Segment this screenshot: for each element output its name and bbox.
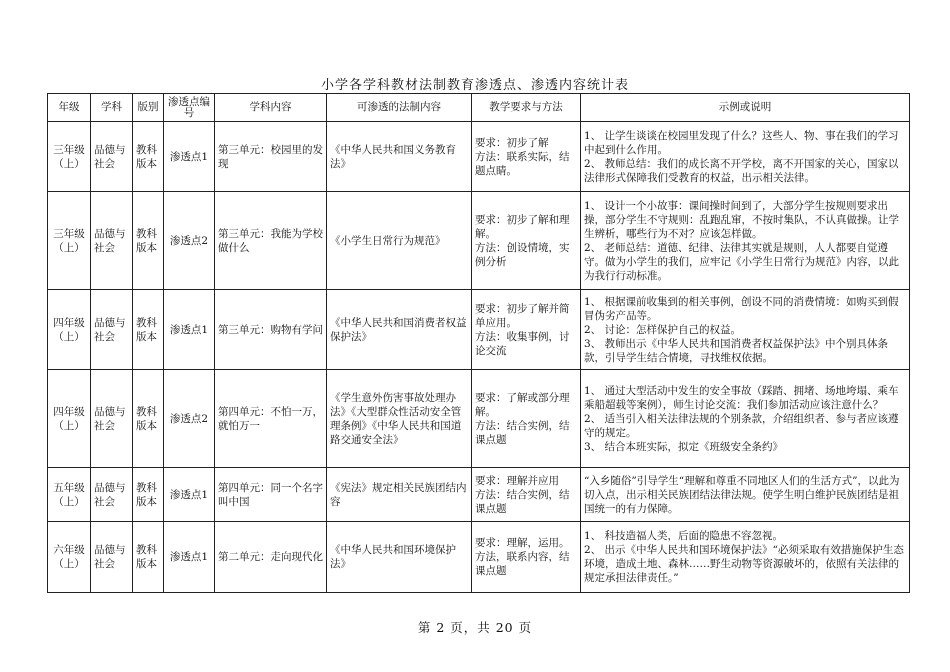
table-row <box>48 192 910 290</box>
point-cell: 渗透点1 <box>164 290 215 370</box>
example-line: 2、 教师总结：我们的成长离不开学校，离不开国家的关心，国家以法律形式保障我们受教育的权益，出示相关法律。 <box>584 157 899 184</box>
subject-cell: 品德与社会 <box>91 290 133 370</box>
page-footer: 第 2 页，共 20 页 <box>417 620 533 635</box>
point-cell: 渗透点1 <box>164 122 215 192</box>
example-line: 1、 根据课前收集到的相关事例，创设不同的消费情境：如购买到假冒伪劣产品等。 <box>584 295 899 322</box>
table-row <box>48 290 910 370</box>
header-row <box>48 94 910 122</box>
grade-cell: 三年级（上） <box>48 122 91 192</box>
example-line: 1、 让学生谈谈在校园里发现了什么？这些人、物、事在我们的学习中起到什么作用。 <box>584 129 899 156</box>
statistics-table <box>47 93 910 593</box>
grade-cell: 六年级（上） <box>48 522 91 593</box>
content-cell: 第四单元：同一个名字叫中国 <box>215 468 327 522</box>
method-cell: 要求：理解，运用。 方法，联系内容，结课点题 <box>472 522 581 593</box>
column-header-method: 教学要求与方法 <box>472 94 581 122</box>
edition-cell: 教科版本 <box>133 468 164 522</box>
example-line: 1、 科技造福人类，后面的隐患不容忽视。 <box>584 530 784 542</box>
column-header-subject: 学科 <box>91 94 133 122</box>
example-line: 1、 设计一个小故事：课间操时间到了，大部分学生按规则要求出操，部分学生不守规则：乱跑乱窜，不按时集队，不认真做操。让学生辨析，哪些行为不对？应该怎样做。 <box>584 199 899 240</box>
law-cell: 《学生意外伤害事故处理办法》《大型群众性活动安全管理条例》《中华人民共和国道路交通安全法》 <box>327 370 472 468</box>
table-body <box>48 122 910 593</box>
page-title: 小学各学科教材法制教育渗透点、渗透内容统计表 <box>320 78 629 93</box>
point-cell: 渗透点1 <box>164 522 215 593</box>
example-line: 2、 出示《中华人民共和国环境保护法》“必须采取有效措施保护生态环境，造成土地、森林……野生动物等资源破坏的，依照有关法律的规定承担法律责任。” <box>584 544 904 584</box>
edition-cell: 教科版本 <box>133 290 164 370</box>
table-row <box>48 468 910 522</box>
law-cell: 《中华人民共和国消费者权益保护法》 <box>327 290 472 370</box>
grade-cell: 四年级（上） <box>48 290 91 370</box>
grade-cell: 五年级（上） <box>48 468 91 522</box>
subject-cell: 品德与社会 <box>91 192 133 290</box>
column-header-law: 可渗透的法制内容 <box>327 94 472 122</box>
subject-cell: 品德与社会 <box>91 522 133 593</box>
example-cell <box>581 192 910 290</box>
table-row <box>48 122 910 192</box>
example-cell <box>581 468 910 522</box>
example-line: 1、 通过大型活动中发生的安全事故（踩踏、拥堵、场地垮塌、乘车乘船超载等案例），师生讨论交流：我们参加活动应该注意什么？ <box>584 384 899 411</box>
example-line: 2、 老师总结：道德、纪律、法律其实就是规则，人人都要自觉遵守。做为小学生的我们，应牢记《小学生日常行为规范》内容，以此为我行行动标准。 <box>584 241 899 282</box>
column-header-examples: 示例或说明 <box>581 94 910 122</box>
content-cell: 第三单元：我能为学校做什么 <box>215 192 327 290</box>
grade-cell: 四年级（上） <box>48 370 91 468</box>
edition-cell: 教科版本 <box>133 192 164 290</box>
example-cell <box>581 290 910 370</box>
edition-cell: 教科版本 <box>133 522 164 593</box>
method-cell: 要求：初步了解和理解。 方法：创设情境，实例分析 <box>472 192 581 290</box>
point-cell: 渗透点2 <box>164 370 215 468</box>
content-cell: 第四单元：不怕一万，就怕万一 <box>215 370 327 468</box>
subject-cell: 品德与社会 <box>91 122 133 192</box>
content-cell: 第三单元：购物有学问 <box>215 290 327 370</box>
subject-cell: 品德与社会 <box>91 468 133 522</box>
example-line: “入乡随俗”引导学生“理解和尊重不同地区人们的生活方式”，以此为切入点，出示相关民族团结法律法规。使学生明白维护民族团结是祖国统一的有力保障。 <box>584 474 900 515</box>
content-cell: 第三单元：校园里的发现 <box>215 122 327 192</box>
law-cell: 《中华人民共和国义务教育法》 <box>327 122 472 192</box>
example-cell <box>581 522 910 593</box>
example-line: 3、 结合本班实际，拟定《班级安全条约》 <box>584 440 784 453</box>
subject-cell: 品德与社会 <box>91 370 133 468</box>
edition-cell: 教科版本 <box>133 122 164 192</box>
grade-cell: 三年级（上） <box>48 192 91 290</box>
column-header-grade: 年级 <box>48 94 91 122</box>
edition-cell: 教科版本 <box>133 370 164 468</box>
table-row <box>48 370 910 468</box>
column-header-content: 学科内容 <box>215 94 327 122</box>
law-cell: 《中华人民共和国环境保护法》 <box>327 522 472 593</box>
point-cell: 渗透点2 <box>164 192 215 290</box>
example-line: 3、 教师出示《中华人民共和国消费者权益保护法》中个别具体条款，引导学生结合情境，寻找维权依据。 <box>584 337 889 364</box>
point-cell: 渗透点1 <box>164 468 215 522</box>
content-cell: 第二单元：走向现代化 <box>215 522 327 593</box>
method-cell: 要求：初步了解并简单应用。 方法：收集事例，讨论交流 <box>472 290 581 370</box>
column-header-point: 渗透点编号 <box>164 94 215 122</box>
column-header-edition: 版别 <box>133 94 164 122</box>
method-cell: 要求：理解并应用 方法：结合实例，结课点题 <box>472 468 581 522</box>
example-cell <box>581 122 910 192</box>
table-row <box>48 522 910 593</box>
example-line: 2、 讨论：怎样保护自己的权益。 <box>584 323 742 336</box>
example-line: 2、 适当引入相关法律法规的个别条款，介绍组织者、参与者应该遵守的规定。 <box>584 412 899 439</box>
method-cell: 要求：了解或部分理解。 方法：结合实例，结课点题 <box>472 370 581 468</box>
law-cell: 《小学生日常行为规范》 <box>327 192 472 290</box>
example-cell <box>581 370 910 468</box>
law-cell: 《宪法》规定相关民族团结内容 <box>327 468 472 522</box>
method-cell: 要求：初步了解 方法：联系实际，结题点睛。 <box>472 122 581 192</box>
